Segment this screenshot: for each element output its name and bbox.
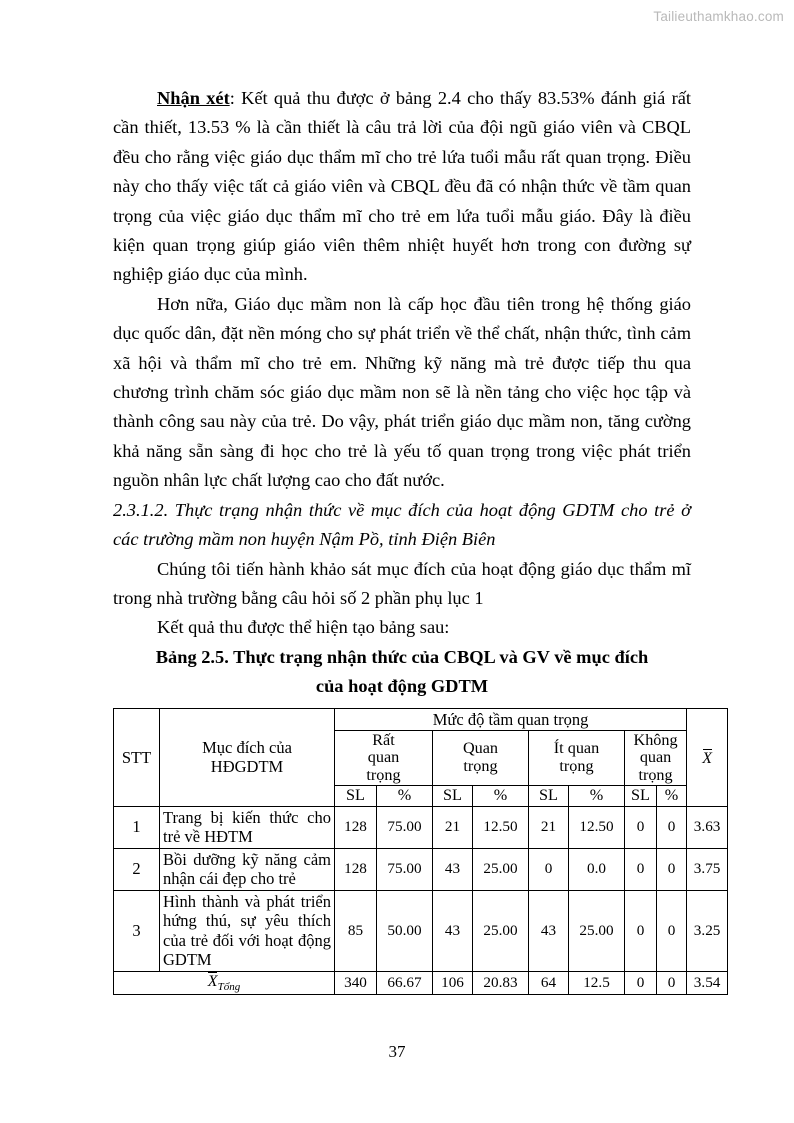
row-3-none-pc: 0 [657, 890, 687, 971]
level2-line2: trọng [463, 756, 498, 775]
page-number: 37 [388, 1042, 406, 1061]
header-sl-1: SL [335, 786, 377, 807]
header-pc-1: % [377, 786, 433, 807]
x-bar-total-symbol: X [207, 972, 218, 990]
total-row-label [114, 971, 335, 994]
header-level-not-important [625, 730, 687, 786]
row-1-very-sl: 128 [335, 806, 377, 848]
row-2-very-pc: 75.00 [377, 848, 433, 890]
row-3-stt: 3 [114, 890, 160, 971]
row-2-mean: 3.75 [687, 848, 728, 890]
nhan-xet-lead: Nhận xét [157, 88, 230, 108]
table-title-line-1: Bảng 2.5. Thực trạng nhận thức của CBQL và GV về mục đích [155, 646, 649, 667]
row-1-stt: 1 [114, 806, 160, 848]
row-2-stt: 2 [114, 848, 160, 890]
table-row [114, 890, 728, 971]
table-header-row-group [114, 708, 728, 730]
row-1-mean: 3.63 [687, 806, 728, 848]
level1-line1: Rất [372, 730, 395, 749]
nhan-xet-rest: : Kết quả thu được ở bảng 2.4 cho thấy 83.53% đánh giá rất cần thiết, 13.53 % là cần thiết là câu trả lời của đội ngũ giáo viên và CBQL đều cho rằng việc giáo dục thẩm mĩ cho trẻ lứa tuổi mẫu rất quan trọng. Điều này cho thấy việc tất cả giáo viên và CBQL đều đã có nhận thức về tầm quan trọng của việc giáo dục thẩm mĩ cho trẻ em lứa tuổi mẫu giáo. Đây là điều kiện quan trọng giúp giáo viên thêm nhiệt huyết hơn trong con đường sự nghiệp giáo dục của mình. [113, 88, 691, 285]
document-body [113, 84, 721, 995]
total-very-pc: 66.67 [377, 971, 433, 994]
total-little-pc: 12.5 [569, 971, 625, 994]
level4-line3: trọng [638, 765, 673, 784]
section-heading-2-3-1-2: 2.3.1.2. Thực trạng nhận thức về mục đích của hoạt động GDTM cho trẻ ở các trường mầm non huyện Nậm Pồ, tỉnh Điện Biên [113, 499, 691, 550]
row-2-very-sl: 128 [335, 848, 377, 890]
row-2-imp-sl: 43 [433, 848, 473, 890]
row-2-little-sl: 0 [529, 848, 569, 890]
total-none-sl: 0 [625, 971, 657, 994]
row-2-label: Bồi dưỡng kỹ năng cảm nhận cái đẹp cho trẻ [160, 848, 335, 890]
row-1-label: Trang bị kiến thức cho trẻ về HĐTM [160, 806, 335, 848]
row-1-little-sl: 21 [529, 806, 569, 848]
header-level-important [433, 730, 529, 786]
header-sl-4: SL [625, 786, 657, 807]
total-mean: 3.54 [687, 971, 728, 994]
header-pc-2: % [473, 786, 529, 807]
row-1-very-pc: 75.00 [377, 806, 433, 848]
row-3-mean: 3.25 [687, 890, 728, 971]
results-table [113, 708, 728, 995]
level2-line1: Quan [462, 739, 499, 758]
level3-line1: Ít quan [553, 739, 600, 758]
x-bar-total-subscript: Tổng [217, 980, 241, 993]
row-1-none-sl: 0 [625, 806, 657, 848]
paragraph-hon-nua: Hơn nữa, Giáo dục mầm non là cấp học đầu tiên trong hệ thống giáo dục quốc dân, đặt nền móng cho sự phát triển về thể chất, nhận thức, tình cảm xã hội và thẩm mĩ cho trẻ em. Những kỹ năng mà trẻ được tiếp thu qua chương trình chăm sóc giáo dục mầm non sẽ là nền tảng cho việc học tập và thành công sau này của trẻ. Do vậy, phát triển giáo dục mầm non, tăng cường khả năng sẵn sàng đi học cho trẻ là yếu tố quan trọng trong việc phát triển nguồn nhân lực chất lượng cao cho đất nước. [113, 293, 691, 491]
level4-line1: Không [633, 730, 678, 749]
row-2-little-pc: 0.0 [569, 848, 625, 890]
level4-line2: quan [639, 748, 672, 767]
table-head [114, 708, 728, 806]
row-2-none-pc: 0 [657, 848, 687, 890]
table-body [114, 806, 728, 994]
header-stt: STT [114, 708, 160, 806]
row-3-none-sl: 0 [625, 890, 657, 971]
table-container [113, 708, 721, 995]
header-pc-4: % [657, 786, 687, 807]
row-2-imp-pc: 25.00 [473, 848, 529, 890]
header-sl-2: SL [433, 786, 473, 807]
header-sl-3: SL [529, 786, 569, 807]
header-pc-3: % [569, 786, 625, 807]
row-3-very-sl: 85 [335, 890, 377, 971]
total-none-pc: 0 [657, 971, 687, 994]
header-level-little-important [529, 730, 625, 786]
row-3-very-pc: 50.00 [377, 890, 433, 971]
table-row [114, 806, 728, 848]
row-3-label: Hình thành và phát triển hứng thú, sự yêu thích của trẻ đối với hoạt động GDTM [160, 890, 335, 971]
table-total-row [114, 971, 728, 994]
row-3-little-sl: 43 [529, 890, 569, 971]
level1-line2: quan [367, 748, 400, 767]
row-2-none-sl: 0 [625, 848, 657, 890]
table-title-line-2: của hoạt động GDTM [315, 676, 489, 697]
header-level-very-important [335, 730, 433, 786]
row-1-imp-pc: 12.50 [473, 806, 529, 848]
row-1-imp-sl: 21 [433, 806, 473, 848]
level1-line3: trọng [366, 765, 401, 784]
header-purpose-line2: HĐGDTM [210, 757, 284, 777]
header-mean [687, 708, 728, 806]
row-1-little-pc: 12.50 [569, 806, 625, 848]
row-3-imp-pc: 25.00 [473, 890, 529, 971]
paragraph-ket-qua: Kết quả thu được thể hiện tạo bảng sau: [157, 617, 450, 638]
total-imp-pc: 20.83 [473, 971, 529, 994]
row-1-none-pc: 0 [657, 806, 687, 848]
total-imp-sl: 106 [433, 971, 473, 994]
paragraph-chung-toi: Chúng tôi tiến hành khảo sát mục đích của hoạt động giáo dục thẩm mĩ trong nhà trường bằng câu hỏi số 2 phần phụ lục 1 [113, 558, 691, 608]
paragraph-nhan-xet [113, 84, 691, 290]
header-purpose [160, 708, 335, 806]
row-3-little-pc: 25.00 [569, 890, 625, 971]
header-purpose-line1: Mục đích của [202, 738, 292, 758]
table-row [114, 848, 728, 890]
watermark-text: Tailieuthamkhao.com [653, 9, 784, 24]
x-bar-symbol: X [702, 749, 712, 767]
total-little-sl: 64 [529, 971, 569, 994]
level3-line2: trọng [559, 756, 594, 775]
total-very-sl: 340 [335, 971, 377, 994]
header-importance-group: Mức độ tầm quan trọng [335, 708, 687, 730]
row-3-imp-sl: 43 [433, 890, 473, 971]
